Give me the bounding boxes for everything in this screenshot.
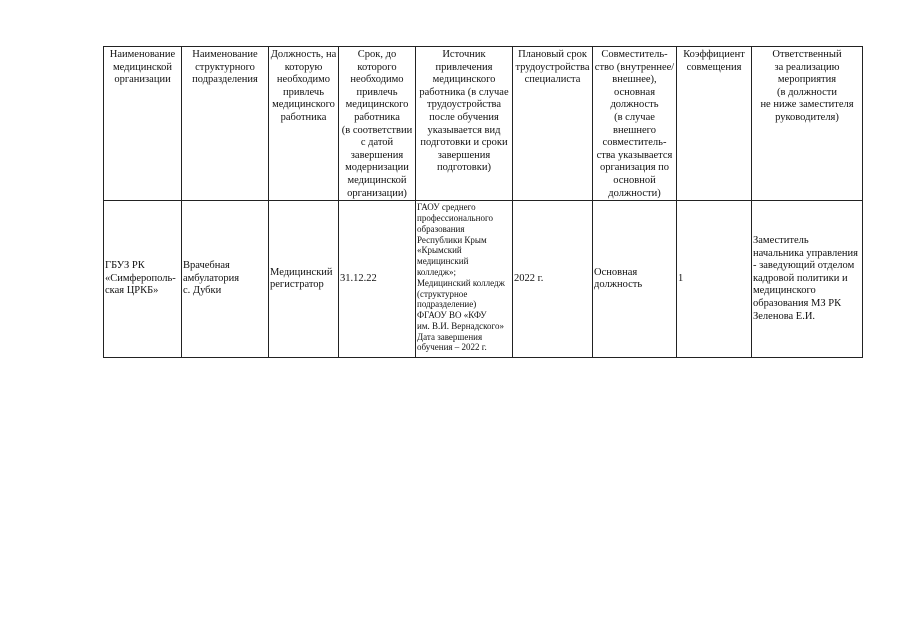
cell-deadline: 31.12.22: [339, 201, 416, 358]
header-subdivision: Наименование структурного подразделения: [182, 47, 269, 201]
cell-subdivision: Врачебная амбулатория с. Дубки: [182, 201, 269, 358]
table-row: [104, 201, 863, 358]
cell-organization: ГБУЗ РК «Симферополь- ская ЦРКБ»: [104, 201, 182, 358]
header-responsible: Ответственный за реализацию мероприятия (в должности не ниже заместителя руководителя): [752, 47, 863, 201]
header-deadline: Срок, до которого необходимо привлечь медицинского работника (в соответствии с датой завершения модернизации медицинской организации): [339, 47, 416, 201]
header-row: [104, 47, 863, 201]
cell-responsible: Заместитель начальника управления - заведующий отделом кадровой политики и медицинского образования МЗ РК Зеленова Е.И.: [752, 201, 863, 358]
header-planned-term: Плановый срок трудоустройства специалиста: [513, 47, 593, 201]
cell-position: Медицинский регистратор: [269, 201, 339, 358]
header-combination: Совместитель- ство (внутреннее/ внешнее), основная должность (в случае внешнего совместитель- ства указывается организация по основной должности): [593, 47, 677, 201]
staffing-table: [103, 46, 863, 358]
header-source: Источник привлечения медицинского работника (в случае трудоустройства после обучения указывается вид подготовки и сроки завершения подготовки): [416, 47, 513, 201]
cell-planned-term: 2022 г.: [513, 201, 593, 358]
cell-coefficient: 1: [677, 201, 752, 358]
header-position: Должность, на которую необходимо привлечь медицинского работника: [269, 47, 339, 201]
header-organization: Наименование медицинской организации: [104, 47, 182, 201]
cell-source: ГАОУ среднего профессионального образования Республики Крым «Крымский медицинский колледж»; Медицинский колледж (структурное подразделение) ФГАОУ ВО «КФУ им. В.И. Вернадского» Дата завершения обучения – 2022 г.: [416, 201, 513, 358]
cell-combination: Основная должность: [593, 201, 677, 358]
header-coefficient: Коэффициент совмещения: [677, 47, 752, 201]
